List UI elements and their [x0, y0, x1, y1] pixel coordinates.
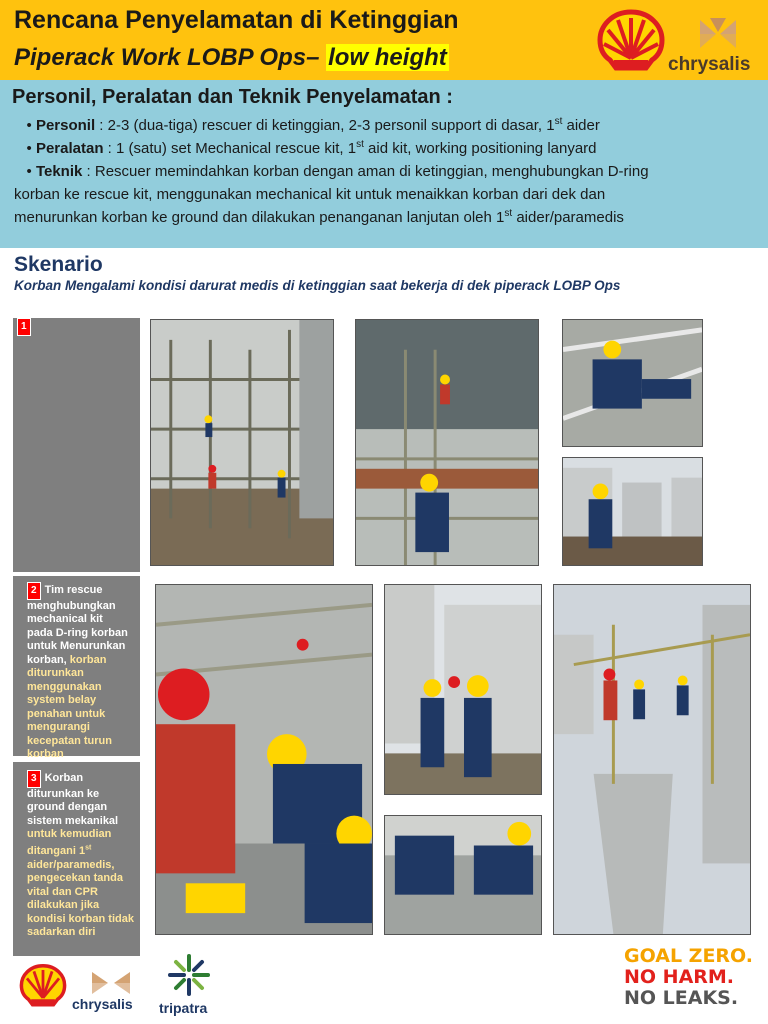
subtitle-highlight: low height	[328, 44, 447, 71]
photo-team-tanks	[384, 584, 542, 795]
page-subtitle: Piperack Work LOBP Ops– low height	[14, 44, 447, 71]
step-3-highlight: untuk kemudian ditangani 1st aider/paramedis, pengecekan tanda vital dan CPR dilakukan jika kondisi korban tidak sadarkan diri	[27, 828, 134, 939]
shell-footer-logo-icon	[16, 963, 70, 1009]
photo-ground-lowering	[553, 584, 751, 935]
scenario-heading: Skenario	[14, 253, 103, 276]
step-3-box	[13, 762, 140, 956]
panel-heading: Personil, Peralatan dan Teknik Penyelamatan :	[12, 86, 453, 108]
step-1-box	[13, 318, 140, 572]
photo-rescuer-tanks	[562, 457, 703, 566]
step-2-number: 2	[27, 582, 41, 600]
tripatra-wordmark: tripatra	[159, 1000, 208, 1016]
step-3-text: Korban diturunkan ke ground dengan sistem mekanikal	[27, 772, 119, 827]
step-2-highlight: korban diturunkan menggunakan system belay penahan untuk mengurangi kecepatan turun korban	[27, 653, 112, 760]
no-harm-line: NO HARM.	[624, 966, 735, 988]
shell-logo-icon	[596, 8, 666, 74]
item-peralatan: • Peralatan : 1 (satu) set Mechanical rescue kit, 1st aid kit, working positioning lanyard	[26, 139, 597, 157]
item-teknik: • Teknik : Rescuer memindahkan korban dengan aman di ketinggian, menghubungkan D-ring	[26, 163, 649, 180]
tripatra-logo-icon	[164, 950, 214, 1000]
photo-mechanical-kit	[155, 584, 373, 935]
page-title: Rencana Penyelamatan di Ketinggian	[14, 6, 459, 34]
chrysalis-wordmark: chrysalis	[668, 54, 751, 75]
no-leaks-line: NO LEAKS.	[624, 987, 739, 1009]
panel-content	[14, 114, 759, 229]
photo-victim-care	[384, 815, 542, 935]
step-2-box	[13, 576, 140, 760]
step-2-text: Tim rescue menghubungkan mechanical kit pada D-ring korban untuk Menurunkan korban,	[27, 584, 128, 666]
item-personil: • Personil : 2-3 (dua-tiga) rescuer di ketinggian, 2-3 personil support di dasar, 1st aider	[26, 116, 600, 134]
scenario-subtitle: Korban Mengalami kondisi darurat medis di ketinggian saat bekerja di dek piperack LOBP Ops	[14, 278, 621, 293]
step-3-number: 3	[27, 770, 41, 788]
teknik-line-2: korban ke rescue kit, menggunakan mechanical kit untuk menaikkan korban dari dek dan	[14, 186, 606, 203]
photo-scaffold-overview	[150, 319, 334, 566]
goal-zero-line: GOAL ZERO.	[624, 945, 754, 967]
photo-rescuer-deck	[562, 319, 703, 447]
goal-zero-slogan	[624, 946, 753, 1009]
chrysalis-footer-wordmark: chrysalis	[72, 996, 133, 1012]
chrysalis-footer-logo-icon	[86, 968, 136, 998]
step-1-number: 1	[17, 318, 31, 336]
photo-ladder-rescue	[355, 319, 539, 566]
teknik-line-3: menurunkan korban ke ground dan dilakukan penanganan lanjutan oleh 1st aider/paramedis	[14, 208, 624, 226]
